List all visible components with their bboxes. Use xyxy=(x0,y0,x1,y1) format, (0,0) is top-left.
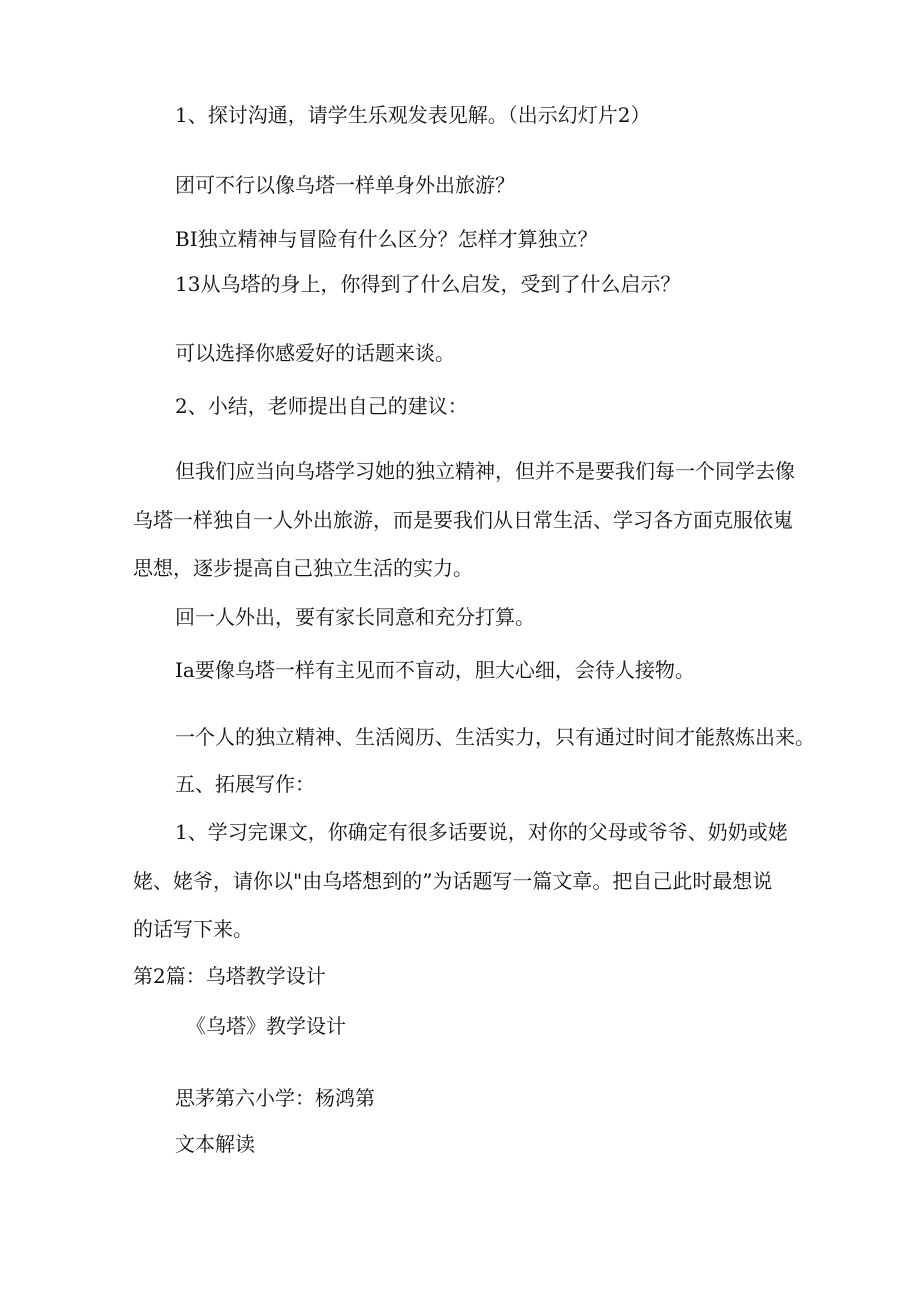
author-line: 思茅第六小学：杨鸿第 xyxy=(175,1086,375,1110)
paragraph-learn-line-3: 思想，逐步提高自己独立生活的实力。 xyxy=(133,556,473,580)
paragraph-discussion: 1、探讨沟通，请学生乐观发表见解。（出示幻灯片2） xyxy=(175,103,651,127)
paragraph-topic-choice: 可以选择你感爱好的话题来谈。 xyxy=(175,341,455,365)
point-1: 回一人外出，要有家长同意和充分打算。 xyxy=(175,605,535,629)
paragraph-summary: 2、小结，老师提出自己的建议： xyxy=(175,394,468,418)
writing-task-line-3: 的话写下来。 xyxy=(133,917,253,941)
writing-task-line-2: 姥、姥爷，请你以"由乌塔想到的”为话题写一篇文章。把自己此时最想说 xyxy=(133,869,773,893)
question-2: BI独立精神与冒险有什么区分？怎样才算独立？ xyxy=(175,227,598,251)
paragraph-learn-line-2: 乌塔一样独自一人外出旅游，而是要我们从日常生活、学习各方面克服依嵬 xyxy=(133,508,793,532)
writing-task-line-1: 1、学习完课文，你确定有很多话要说，对你的父母或爷爷、奶奶或姥 xyxy=(175,820,788,844)
section-heading-writing: 五、拓展写作： xyxy=(175,772,315,796)
chapter-heading: 第2篇：乌塔教学设计 xyxy=(133,964,326,988)
section-heading-text-reading: 文本解读 xyxy=(175,1132,255,1156)
document-title: 《乌塔》教学设计 xyxy=(186,1014,346,1038)
question-1: 团可不行以像乌塔一样单身外出旅游？ xyxy=(175,173,515,197)
question-3: 13从乌塔的身上，你得到了什么启发，受到了什么启示？ xyxy=(175,272,681,296)
paragraph-learn-line-1: 但我们应当向乌塔学习她的独立精神，但并不是要我们每一个同学去像 xyxy=(175,459,795,483)
point-2: Ia要像乌塔一样有主见而不盲动，胆大心细，会待人接物。 xyxy=(175,658,695,682)
paragraph-conclusion: 一个人的独立精神、生活阅历、生活实力，只有通过时间才能熬炼出来。 xyxy=(175,725,815,749)
